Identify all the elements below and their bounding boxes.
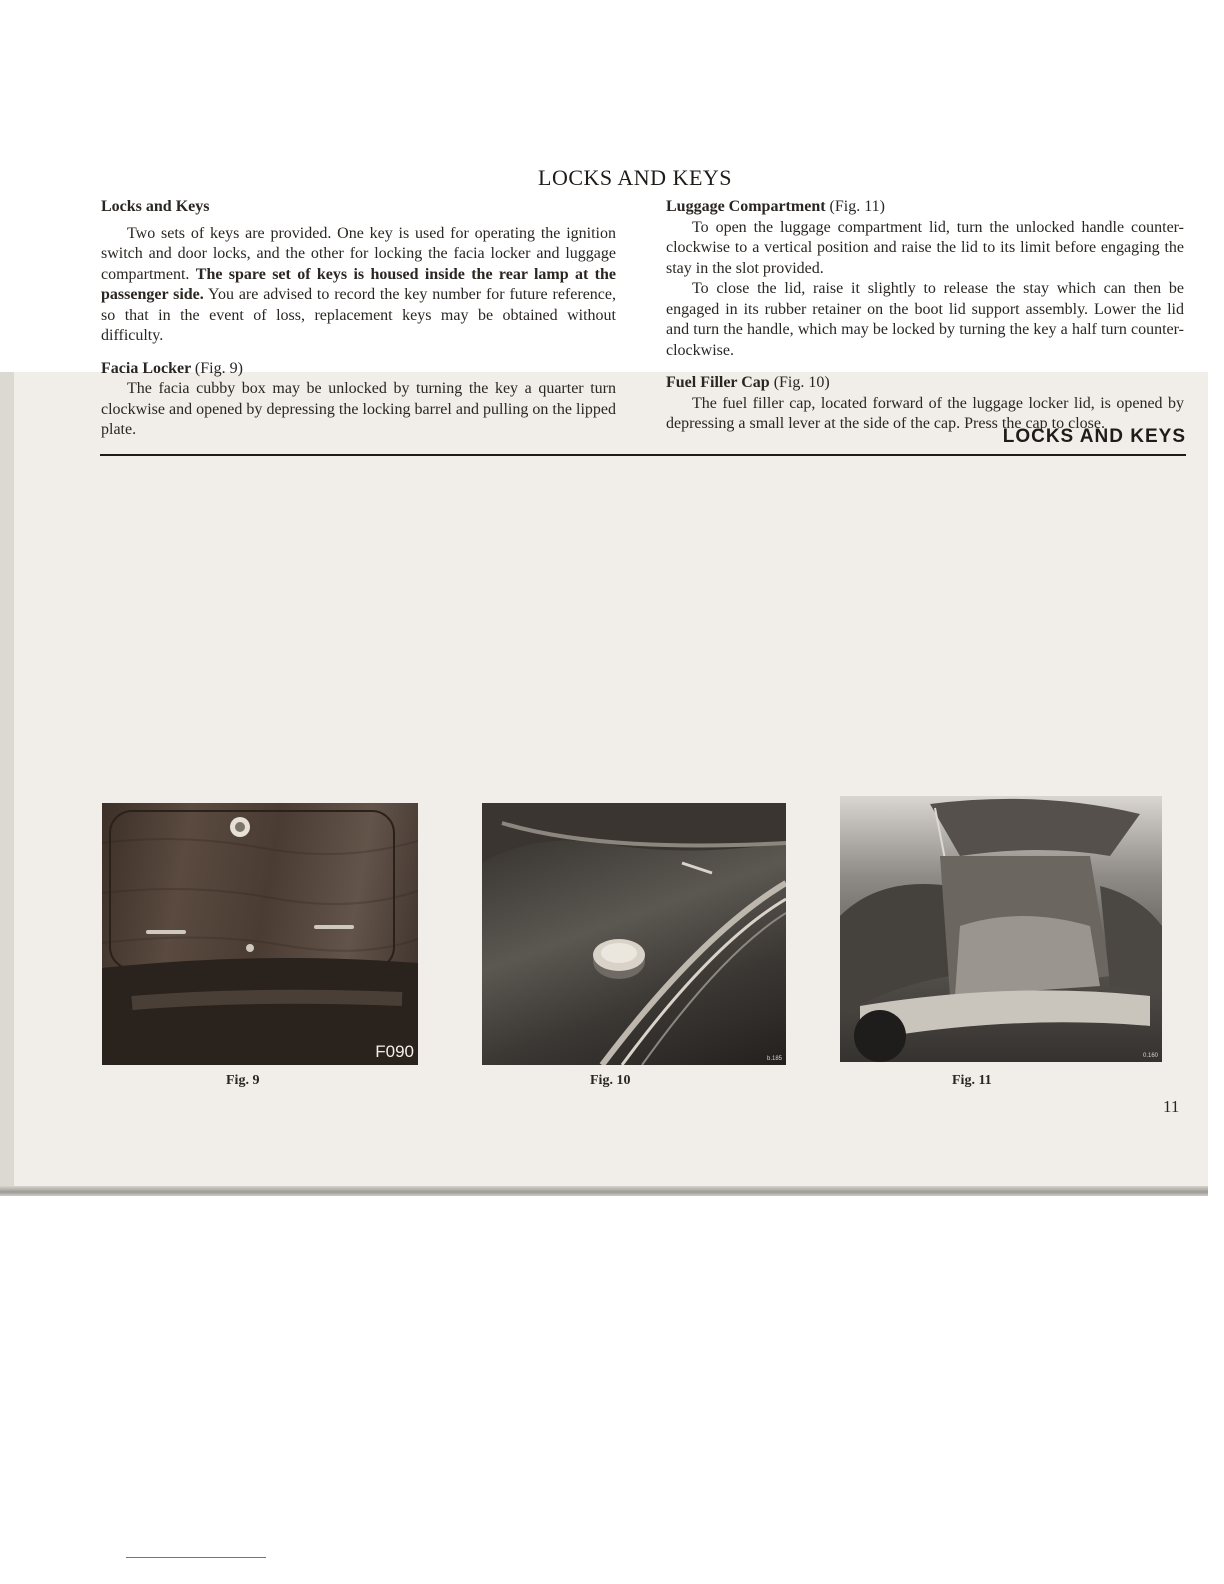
fuel-filler-heading [666,373,1184,394]
fuel-filler-title: Fuel Filler Cap [666,374,770,391]
facia-locker-paragraph: The facia cubby box may be unlocked by turning the key a quarter turn clockwise and opened by depressing the locking barrel and pulling on the lipped plate. [101,380,616,438]
fuel-filler-illustration [482,803,786,1065]
left-column [101,197,616,441]
facia-locker-heading [101,359,616,380]
fig-11-caption: Fig. 11 [952,1073,992,1088]
right-column [666,197,1184,435]
fig-10-caption: Fig. 10 [590,1073,631,1088]
luggage-compartment-title: Luggage Compartment [666,198,826,215]
fig-9-caption: Fig. 9 [226,1073,260,1088]
facia-locker-fig-ref: (Fig. 9) [194,359,243,377]
running-head: LOCKS AND KEYS [1002,426,1186,447]
locks-and-keys-heading: Locks and Keys [101,198,210,215]
luggage-close-paragraph: To close the lid, raise it slightly to release the stay which can then be engaged in its rubber retainer on the boot lid support assembly. Lower the lid and turn the handle, which may be locked by turning the key a half turn counter-clockwise. [666,280,1184,359]
luggage-compartment-fig-ref: (Fig. 11) [829,198,885,215]
luggage-open-paragraph: To open the luggage compartment lid, turn the unlocked handle counter-clockwise to a vertical position and raise the lid to its limit before engaging the stay in the slot provided. [666,218,1184,277]
facia-locker-illustration [102,803,418,1065]
locks-and-keys-paragraph [101,224,616,347]
fuel-filler-fig-ref: (Fig. 10) [773,374,830,391]
fig-9-photo [102,803,418,1065]
locks-and-keys-text-end: You are advised to record the key number for future reference, so that in the event of loss, replacement keys may be obtained without difficulty. [101,286,616,344]
page-number: 11 [1163,1097,1180,1116]
fuel-filler-paragraph: The fuel filler cap, located forward of the luggage locker lid, is opened by depressing a small lever at the side of the cap. Press the cap to close. [666,394,1184,432]
locks-and-keys-text: Two sets of keys are provided. One key is used for operating the ignition switch and door locks, and the other for locking the facia locker and luggage compartment. [101,224,616,283]
facia-locker-title: Facia Locker [101,359,191,377]
luggage-compartment-heading [666,197,1184,218]
fig-11-photo [840,796,1162,1062]
scanned-page [0,372,1208,1194]
page-edge-shadow [0,1186,1208,1196]
luggage-compartment-illustration [840,796,1162,1062]
spare-keys-note: The spare set of keys is housed inside the rear lamp at the passenger side. [101,265,617,303]
header-rule [100,454,1186,456]
fig-11-photo-code: 0.160 [1142,1053,1158,1059]
fig-10-photo [482,803,786,1065]
underline-mark [126,1557,266,1558]
fig-10-photo-code: b.185 [766,1056,782,1062]
fig-9-photo-code: F090 [375,1042,414,1061]
page-title: LOCKS AND KEYS [538,165,733,190]
